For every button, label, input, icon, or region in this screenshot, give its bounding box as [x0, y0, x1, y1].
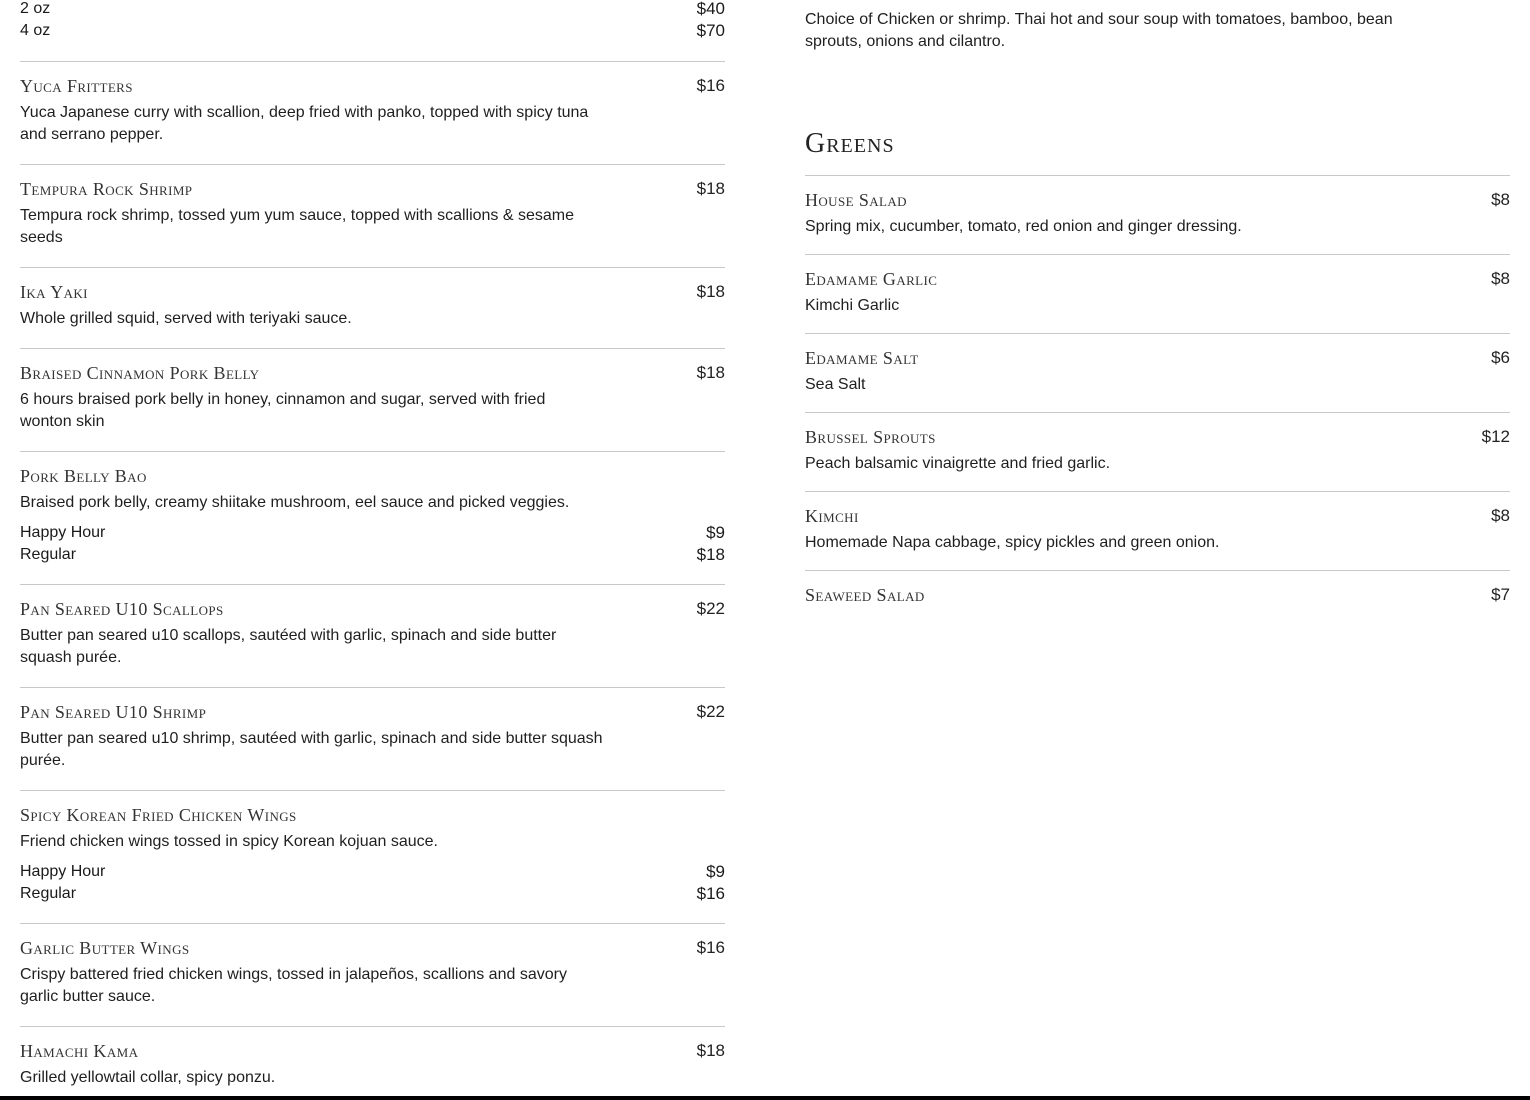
option-price: $9: [706, 523, 725, 542]
item-description: [805, 216, 1242, 238]
item-description: [20, 831, 438, 853]
divider: [20, 584, 725, 585]
item-description: [805, 374, 865, 396]
desc-line: wonton skin: [20, 413, 105, 430]
divider: [805, 333, 1510, 334]
divider: [805, 570, 1510, 571]
divider: [20, 267, 725, 268]
desc-line: Crispy battered fried chicken wings, tossed in jalapeños, scallions and savory: [20, 966, 567, 983]
desc-line: Butter pan seared u10 scallops, sautéed with garlic, spinach and side butter: [20, 627, 557, 644]
divider: [20, 348, 725, 349]
item-description: [20, 728, 603, 772]
item-price: $7: [1491, 585, 1510, 604]
option-row: [20, 544, 725, 566]
desc-line: Tempura rock shrimp, tossed yum yum sauce, topped with scallions & sesame: [20, 207, 575, 224]
item-name: Pan Seared U10 Shrimp: [20, 702, 207, 722]
item-price: $8: [1491, 190, 1510, 209]
item-name: Hamachi Kama: [20, 1041, 139, 1061]
desc-line: 6 hours braised pork belly in honey, cinnamon and sugar, served with fried: [20, 391, 546, 408]
item-name: Spicy Korean Fried Chicken Wings: [20, 805, 297, 825]
divider: [805, 412, 1510, 413]
item-price: $16: [696, 938, 725, 957]
option-label: Happy Hour: [20, 863, 106, 880]
option-price: $18: [696, 545, 725, 564]
item-description: [20, 102, 588, 146]
option-label: Happy Hour: [20, 524, 106, 541]
item-price: $22: [696, 599, 725, 618]
option-row: [20, 0, 725, 20]
desc-line: garlic butter sauce.: [20, 988, 156, 1005]
item-price: $18: [696, 179, 725, 198]
option-row: [20, 20, 725, 42]
desc-line: Braised pork belly, creamy shiitake mushroom, eel sauce and picked veggies.: [20, 494, 570, 511]
option-price: $9: [706, 862, 725, 881]
left-menu-column: [20, 0, 725, 1100]
divider: [805, 254, 1510, 255]
option-price: $16: [696, 884, 725, 903]
desc-line: Peach balsamic vinaigrette and fried garlic.: [805, 455, 1111, 472]
option-row: [20, 522, 725, 544]
item-description: [20, 389, 545, 433]
item-price: $22: [696, 702, 725, 721]
item-description: [805, 532, 1219, 554]
desc-line: Spring mix, cucumber, tomato, red onion and ginger dressing.: [805, 218, 1242, 235]
divider: [805, 175, 1510, 176]
item-name: Pork Belly Bao: [20, 466, 147, 486]
desc-line: Choice of Chicken or shrimp. Thai hot and sour soup with tomatoes, bamboo, bean: [805, 11, 1393, 28]
desc-line: Grilled yellowtail collar, spicy ponzu.: [20, 1069, 276, 1086]
item-price: $18: [696, 363, 725, 382]
item-price: $18: [696, 1041, 725, 1060]
item-name: Brussel Sprouts: [805, 427, 936, 447]
option-label: Regular: [20, 546, 77, 563]
option-price: $70: [696, 21, 725, 40]
divider: [20, 451, 725, 452]
item-name: Kimchi: [805, 506, 859, 526]
item-description: [20, 1067, 275, 1089]
item-name: Garlic Butter Wings: [20, 938, 190, 958]
item-description: [20, 205, 574, 249]
desc-line: seeds: [20, 229, 63, 246]
item-description: [805, 453, 1110, 475]
option-row: [20, 883, 725, 905]
divider: [20, 790, 725, 791]
desc-line: and serrano pepper.: [20, 126, 164, 143]
desc-line: Butter pan seared u10 shrimp, sautéed with garlic, spinach and side butter squash: [20, 730, 603, 747]
item-name: Ika Yaki: [20, 282, 88, 302]
item-description: [805, 295, 899, 317]
item-name: Braised Cinnamon Pork Belly: [20, 363, 260, 383]
item-price: $12: [1481, 427, 1510, 446]
desc-line: Sea Salt: [805, 376, 866, 393]
soup-description: [805, 9, 1393, 53]
item-price: $6: [1491, 348, 1510, 367]
divider: [20, 1026, 725, 1027]
item-name: Edamame Garlic: [805, 269, 938, 289]
divider: [20, 687, 725, 688]
item-name: Tempura Rock Shrimp: [20, 179, 193, 199]
option-label: 2 oz: [20, 0, 51, 17]
item-description: [20, 625, 556, 669]
item-description: [20, 308, 352, 330]
item-description: [20, 492, 569, 514]
divider: [20, 164, 725, 165]
divider: [20, 923, 725, 924]
item-description: [20, 964, 567, 1008]
section-title-greens: Greens: [805, 128, 895, 159]
divider: [20, 61, 725, 62]
option-label: 4 oz: [20, 22, 51, 39]
bottom-border: [0, 1096, 1530, 1100]
divider: [805, 491, 1510, 492]
right-menu-column: [805, 0, 1510, 1100]
option-row: [20, 861, 725, 883]
desc-line: Kimchi Garlic: [805, 297, 900, 314]
desc-line: Whole grilled squid, served with teriyaki sauce.: [20, 310, 352, 327]
item-price: $8: [1491, 506, 1510, 525]
item-name: Pan Seared U10 Scallops: [20, 599, 224, 619]
item-name: Edamame Salt: [805, 348, 919, 368]
item-price: $16: [696, 76, 725, 95]
desc-line: squash purée.: [20, 649, 122, 666]
item-name: Seaweed Salad: [805, 585, 925, 605]
desc-line: Homemade Napa cabbage, spicy pickles and green onion.: [805, 534, 1220, 551]
item-name: House Salad: [805, 190, 907, 210]
item-price: $18: [696, 282, 725, 301]
desc-line: Yuca Japanese curry with scallion, deep fried with panko, topped with spicy tuna: [20, 104, 589, 121]
option-label: Regular: [20, 885, 77, 902]
item-price: $8: [1491, 269, 1510, 288]
option-price: $40: [696, 0, 725, 18]
desc-line: purée.: [20, 752, 66, 769]
desc-line: Friend chicken wings tossed in spicy Korean kojuan sauce.: [20, 833, 438, 850]
item-name: Yuca Fritters: [20, 76, 133, 96]
desc-line: sprouts, onions and cilantro.: [805, 33, 1006, 50]
